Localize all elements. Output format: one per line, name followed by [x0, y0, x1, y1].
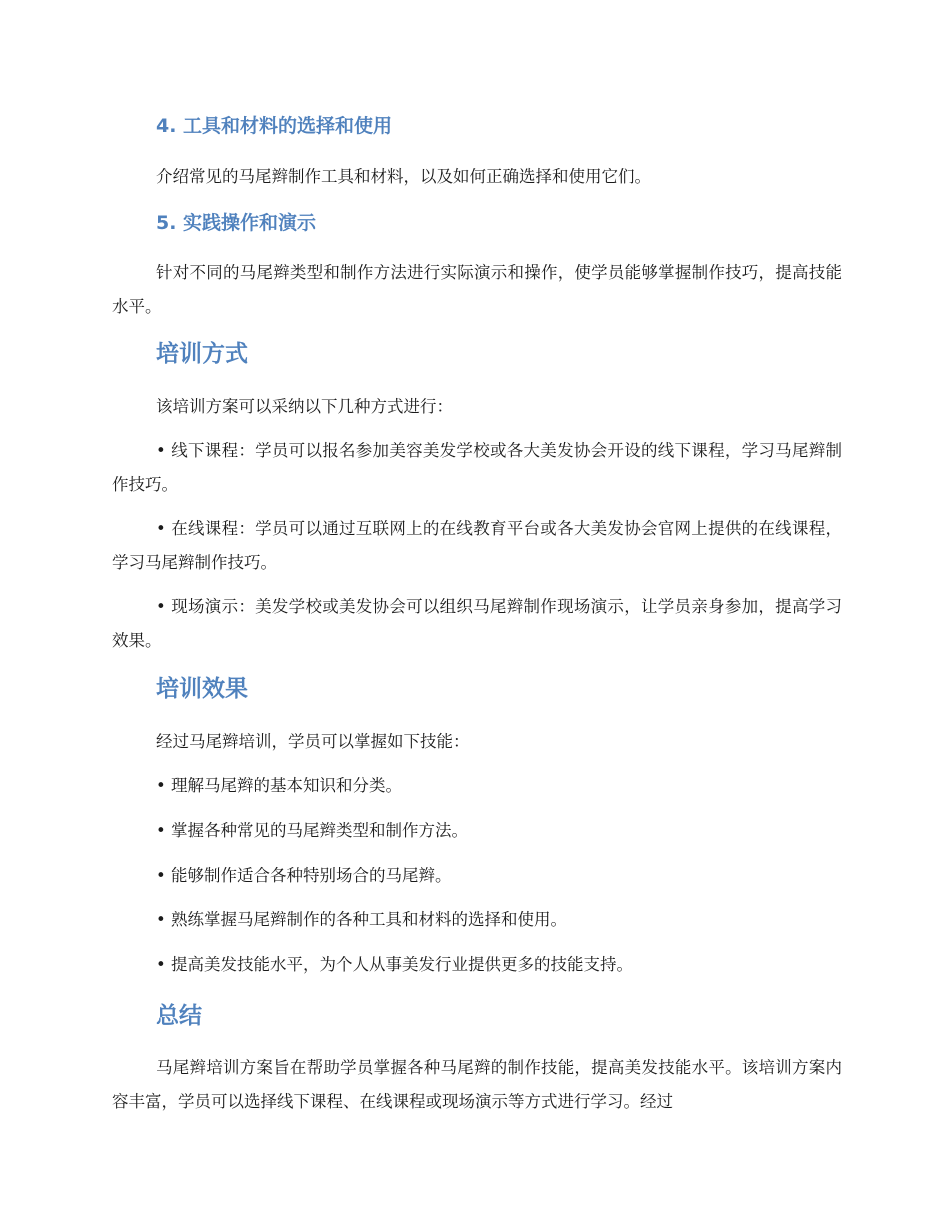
paragraph-practice: 针对不同的马尾辫类型和制作方法进行实际演示和操作，使学员能够掌握制作技巧，提高技能水平。 [112, 263, 842, 316]
paragraph-effect-intro: 经过马尾辫培训，学员可以掌握如下技能： [156, 732, 470, 751]
list-item: • 在线课程：学员可以通过互联网上的在线教育平台或各大美发协会官网上提供的在线课程，学习马尾辫制作技巧。 [112, 519, 842, 572]
paragraph-summary: 马尾辫培训方案旨在帮助学员掌握各种马尾辫的制作技能，提高美发技能水平。该培训方案内容丰富，学员可以选择线下课程、在线课程或现场演示等方式进行学习。经过 [112, 1058, 842, 1111]
list-item: • 掌握各种常见的马尾辫类型和制作方法。 [156, 821, 468, 840]
list-item: • 能够制作适合各种特别场合的马尾辫。 [156, 866, 452, 885]
paragraph-tools: 介绍常见的马尾辫制作工具和材料，以及如何正确选择和使用它们。 [156, 167, 651, 186]
list-item: • 现场演示：美发学校或美发协会可以组织马尾辫制作现场演示，让学员亲身参加，提高学习效果。 [112, 597, 842, 650]
list-item: • 线下课程：学员可以报名参加美容美发学校或各大美发协会开设的线下课程，学习马尾辫制作技巧。 [112, 441, 842, 494]
section-heading-summary: 总结 [156, 1003, 202, 1029]
section-heading-effect: 培训效果 [156, 676, 248, 702]
paragraph-method-intro: 该培训方案可以采纳以下几种方式进行： [156, 397, 453, 416]
list-item: • 理解马尾辫的基本知识和分类。 [156, 776, 402, 795]
list-item: • 提高美发技能水平，为个人从事美发行业提供更多的技能支持。 [156, 955, 633, 974]
section-heading-practice: 5. 实践操作和演示 [156, 212, 317, 234]
list-item: • 熟练掌握马尾辫制作的各种工具和材料的选择和使用。 [156, 910, 567, 929]
section-heading-tools: 4. 工具和材料的选择和使用 [156, 115, 393, 137]
section-heading-method: 培训方式 [156, 341, 248, 367]
